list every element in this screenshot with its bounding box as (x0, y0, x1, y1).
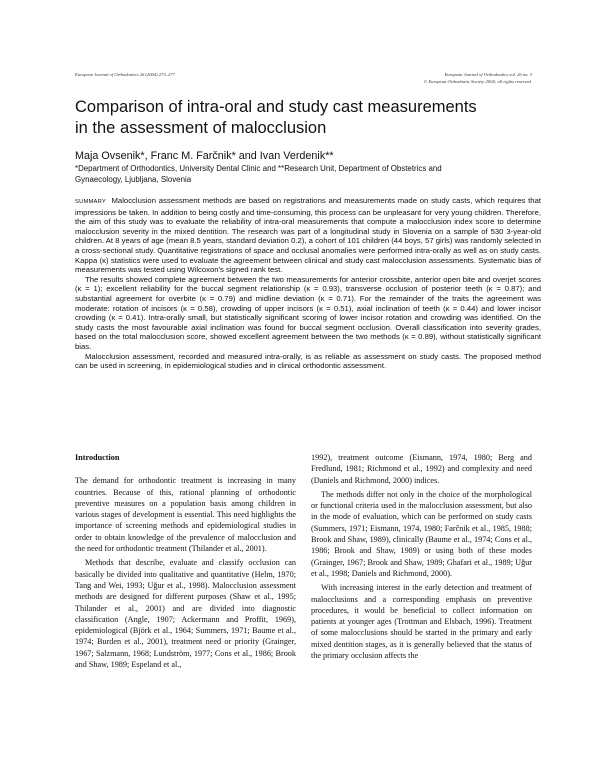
abstract (75, 196, 541, 371)
running-header-right-line1: European Journal of Orthodontics vol. 26 no. 3 (444, 72, 532, 77)
article-title (75, 97, 535, 139)
abstract-paragraph-1 (75, 196, 541, 275)
abstract-text-1: Malocclusion assessment methods are based on registrations and measurements made on study casts, which requires that impressions be taken. In addition to being costly and time-consuming, this process can be unpleasant for very young children. Therefore, the aim of this study was to evaluate the reliability of intra-oral measurements that compute a malocclusion index score to determine malocclusion severity in the mixed dentition. The research was part of a longitudinal study in Slovenia on a sample of 530 3-year-old children. At 8 years of age (mean 8.5 years, standard deviation 0.2), a cohort of 101 children (44 boys, 57 girls) was randomly selected in a cross-sectional study. Quantitative registrations of space and occlusal anomalies were performed intra-orally as well as on study casts. Kappa (κ) statistics were used to evaluate the agreement between clinical and study cast malocclusion assessments. Systematic bias of measurements was tested using Wilcoxon's signed rank test. (75, 196, 541, 275)
article-title-line2: in the assessment of malocclusion (75, 119, 327, 137)
right-paragraph-1: 1992), treatment outcome (Eismann, 1974, 1980; Berg and Fredlund, 1981; Richmond et al., 1992) and complexity and need (Daniels and Richmond, 2000) indices. (311, 453, 532, 485)
abstract-paragraph-2: The results showed complete agreement between the two measurements for anterior crossbite, anterior open bite and overjet scores (κ = 1); excellent reliability for the buccal segment relationship (κ = 0.93), transverse occlusion of posterior teeth (κ = 0.87); and substantial agreement for overbite (κ = 0.79) and midline deviation (κ = 0.71). For the remainder of the traits the agreement was moderate: rotation of incisors (κ = 0.58), crowding of upper incisors (κ = 0.51), axial inclination of teeth (κ = 0.44) and lower incisor crowding (κ = 0.41). Intra-orally small, but statistically significant scoring of lower incisor rotation and crowding was identified. On the study casts the most favourable axial inclination was found for buccal segment occlusion. Overall classification into severity grades, based on the total malocclusion score, showed excellent agreement between the two methods (κ = 0.89), without statistically significant bias. (75, 274, 541, 351)
running-header-left: European Journal of Orthodontics 26 (2004) 273–277 (75, 72, 175, 77)
author-list: Maja Ovsenik*, Franc M. Farčnik* and Ivan Verdenik** (75, 150, 334, 162)
affiliation-line2: Gynaecology, Ljubljana, Slovenia (75, 174, 192, 184)
right-paragraph-2: The methods differ not only in the choice of the morphological or functional criteria used in the malocclusion assessment, but also in the mode of evaluation, which can be performed on study casts (Summers, 1971; Eismann, 1974, 1980; Farčnik et al., 1985, 1988; Brook and Shaw, 1989), clinically (Baume et al., 1974; Cons et al., 1986; Brook and Shaw, 1989) or using both of these modes (Grainger, 1967; Brook and Shaw, 1989; Ghafari et al., 1989; Uğur et al., 1998; Daniels and Richmond, 2000). (311, 489, 532, 578)
left-paragraph-2: Methods that describe, evaluate and classify occlusion can basically be divided into qualitative and quantitative (Helm, 1970; Tang and Wei, 1993; Uğur et al., 1998). Malocclusion assessment methods are designed for different purposes (Shaw et al., 1995; Thilander et al., 2001) and are divided into diagnostic classification (Angle, 1907; Ackermann and Proffit, 1969), epidemiological (Björk et al., 1964; Summers, 1971; Baume et al., 1974; Burden et al., 2001), treatment need or priority (Grainger, 1967; Salzmann, 1968; Lundström, 1977; Cons et al., 1986; Brook and Shaw, 1989; Espeland et al., (75, 558, 296, 670)
article-title-line1: Comparison of intra-oral and study cast measurements (75, 98, 477, 116)
left-paragraph-1: The demand for orthodontic treatment is increasing in many countries. Because of this, rational planning of orthodontic preventive measures on a population basis among children in various stages of development is essential. This need highlights the importance of screening methods and epidemiological studies in order to obtain knowledge of the prevalence of malocclusion and the need for orthodontic treatment (Thilander et al., 2001). (75, 476, 296, 554)
left-column (75, 452, 296, 670)
right-paragraph-3: With increasing interest in the early detection and treatment of malocclusions and a corresponding emphasis on preventive procedures, it would be beneficial to collect information on patients at younger ages (Trottman and Elsbach, 1996). Treatment of some malocclusions should be started in the primary and early mixed dentition stages, as it is generally believed that the status of the primary occlusion affects the (311, 583, 532, 661)
abstract-paragraph-3: Malocclusion assessment, recorded and measured intra-orally, is as reliable as assessment on study casts. The proposed method can be used in screening, in epidemiological studies and in clinical orthodontic assessment. (75, 351, 541, 371)
running-header-right (424, 72, 532, 85)
summary-label: SUMMARY (75, 199, 106, 205)
affiliation-line1: *Department of Orthodontics, University Dental Clinic and **Research Unit, Department of Obstetrics and (75, 164, 442, 173)
affiliations (75, 164, 545, 185)
section-heading-introduction: Introduction (75, 453, 120, 462)
running-header-right-line2: © European Orthodontic Society 2004; all rights reserved. (423, 78, 532, 84)
right-column (311, 452, 532, 661)
